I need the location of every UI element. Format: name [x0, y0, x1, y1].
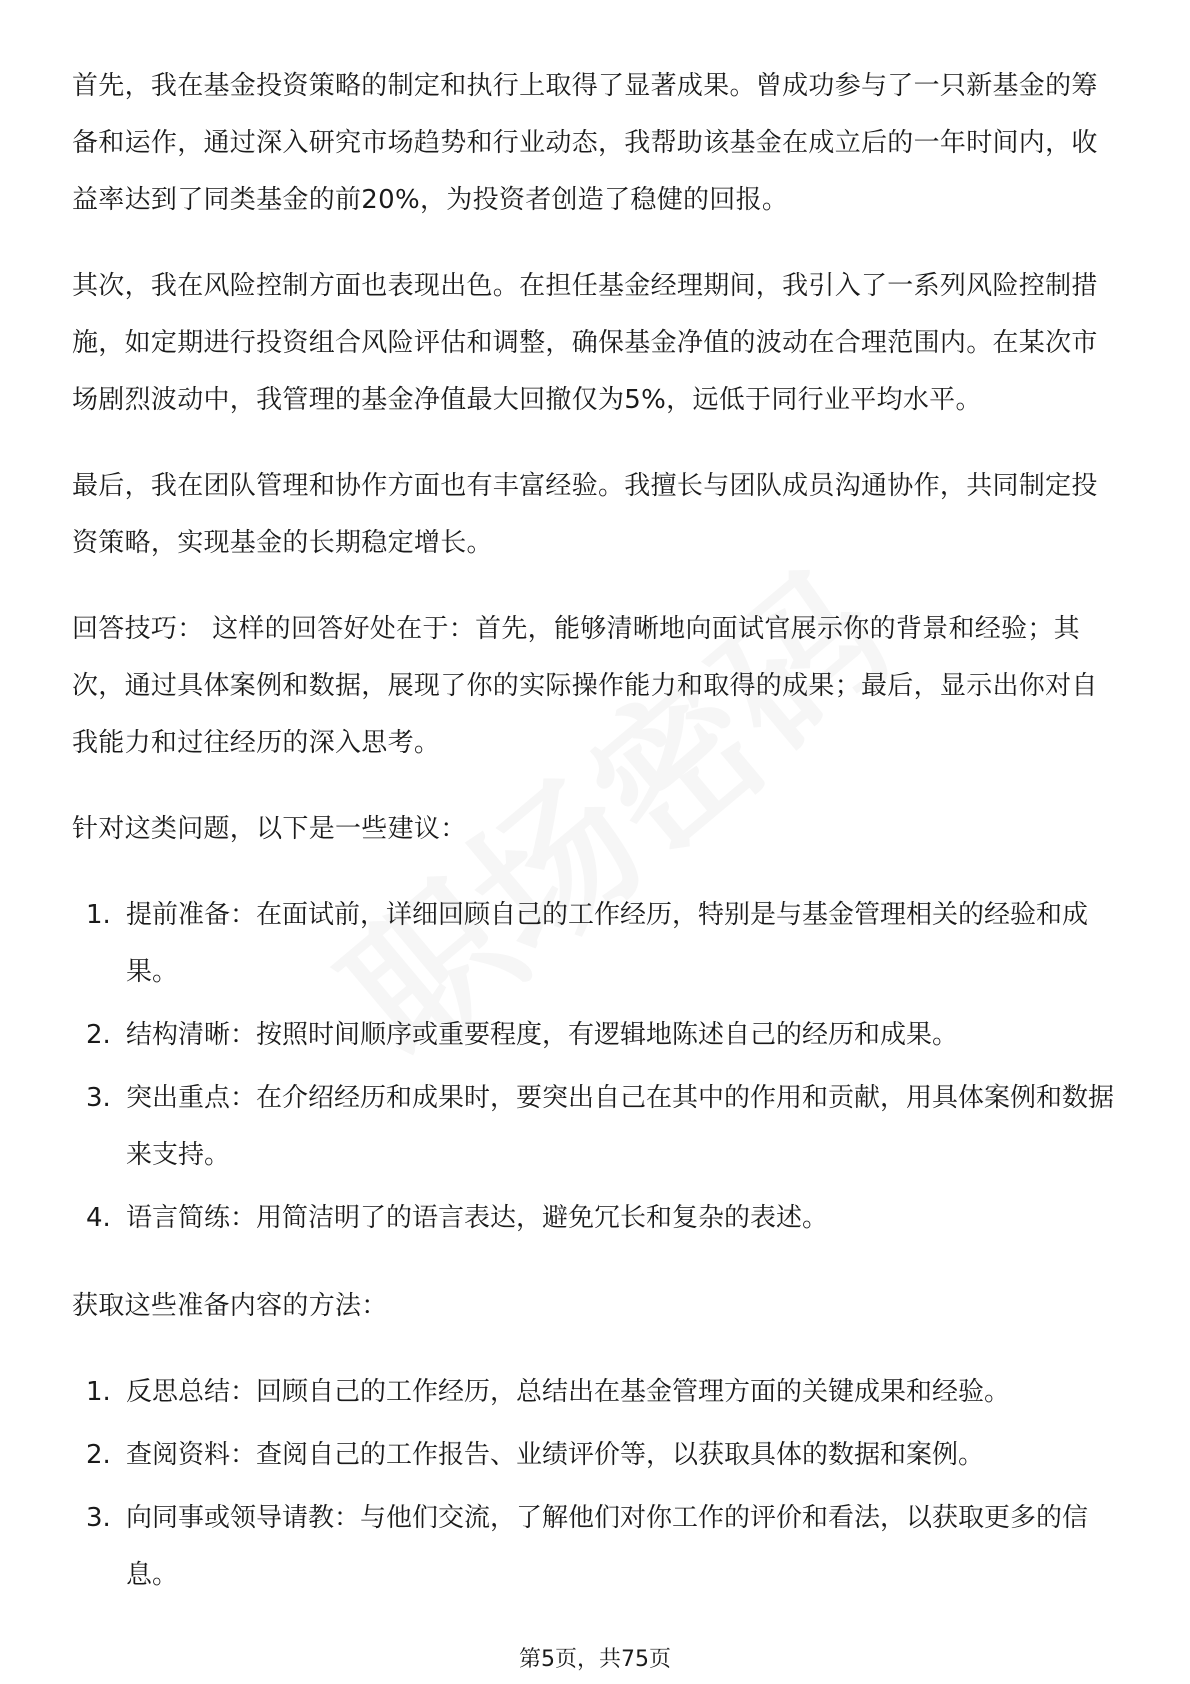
page-number-footer: 第5页，共75页 [519, 1647, 671, 1672]
list-item-number: 1. [86, 1377, 111, 1407]
list-item-number: 4. [86, 1203, 111, 1233]
list-item-text: 向同事或领导请教：与他们交流，了解他们对你工作的评价和看法，以获取更多的信息。 [126, 1503, 1089, 1590]
list-item-number: 3. [86, 1503, 111, 1533]
paragraph-risk-control: 其次，我在风险控制方面也表现出色。在担任基金经理期间，我引入了一系列风险控制措施，如定期进行投资组合风险评估和调整，确保基金净值的波动在合理范围内。在某次市场剧烈波动中，我管理的基金净值最大回撤仅为5%，远低于同行业平均水平。 [72, 271, 1098, 415]
suggestions-list [72, 887, 1122, 1247]
list-item-text: 突出重点：在介绍经历和成果时，要突出自己在其中的作用和贡献，用具体案例和数据来支持。 [126, 1083, 1115, 1170]
list-item [72, 1070, 1122, 1184]
list-item-text: 查阅资料：查阅自己的工作报告、业绩评价等，以获取具体的数据和案例。 [126, 1440, 985, 1470]
list-item [72, 1490, 1122, 1604]
paragraph-team-management: 最后，我在团队管理和协作方面也有丰富经验。我擅长与团队成员沟通协作，共同制定投资策略，实现基金的长期稳定增长。 [72, 471, 1098, 558]
list-item [72, 887, 1122, 1001]
methods-heading: 获取这些准备内容的方法： [72, 1291, 388, 1321]
list-item [72, 1427, 1122, 1484]
list-item [72, 1007, 1122, 1064]
list-item-text: 结构清晰：按照时间顺序或重要程度，有逻辑地陈述自己的经历和成果。 [126, 1020, 959, 1050]
list-item-text: 语言简练：用简洁明了的语言表达，避免冗长和复杂的表述。 [126, 1203, 829, 1233]
paragraph-suggestions-intro: 针对这类问题，以下是一些建议： [72, 814, 467, 844]
list-item-text: 提前准备：在面试前，详细回顾自己的工作经历，特别是与基金管理相关的经验和成果。 [126, 900, 1089, 987]
list-item-number: 1. [86, 900, 111, 930]
list-item-number: 2. [86, 1020, 111, 1050]
list-item [72, 1364, 1122, 1421]
paragraph-achievement-strategy: 首先，我在基金投资策略的制定和执行上取得了显著成果。曾成功参与了一只新基金的筹备和运作，通过深入研究市场趋势和行业动态，我帮助该基金在成立后的一年时间内，收益率达到了同类基金的前20%，为投资者创造了稳健的回报。 [72, 71, 1098, 215]
paragraph-answer-tips: 回答技巧： 这样的回答好处在于：首先，能够清晰地向面试官展示你的背景和经验；其次，通过具体案例和数据，展现了你的实际操作能力和取得的成果；最后，显示出你对自我能力和过往经历的深入思考。 [72, 614, 1098, 758]
list-item-number: 2. [86, 1440, 111, 1470]
document-body [72, 58, 1122, 1635]
list-item-text: 反思总结：回顾自己的工作经历，总结出在基金管理方面的关键成果和经验。 [126, 1377, 1011, 1407]
methods-list [72, 1364, 1122, 1604]
list-item-number: 3. [86, 1083, 111, 1113]
list-item [72, 1190, 1122, 1247]
